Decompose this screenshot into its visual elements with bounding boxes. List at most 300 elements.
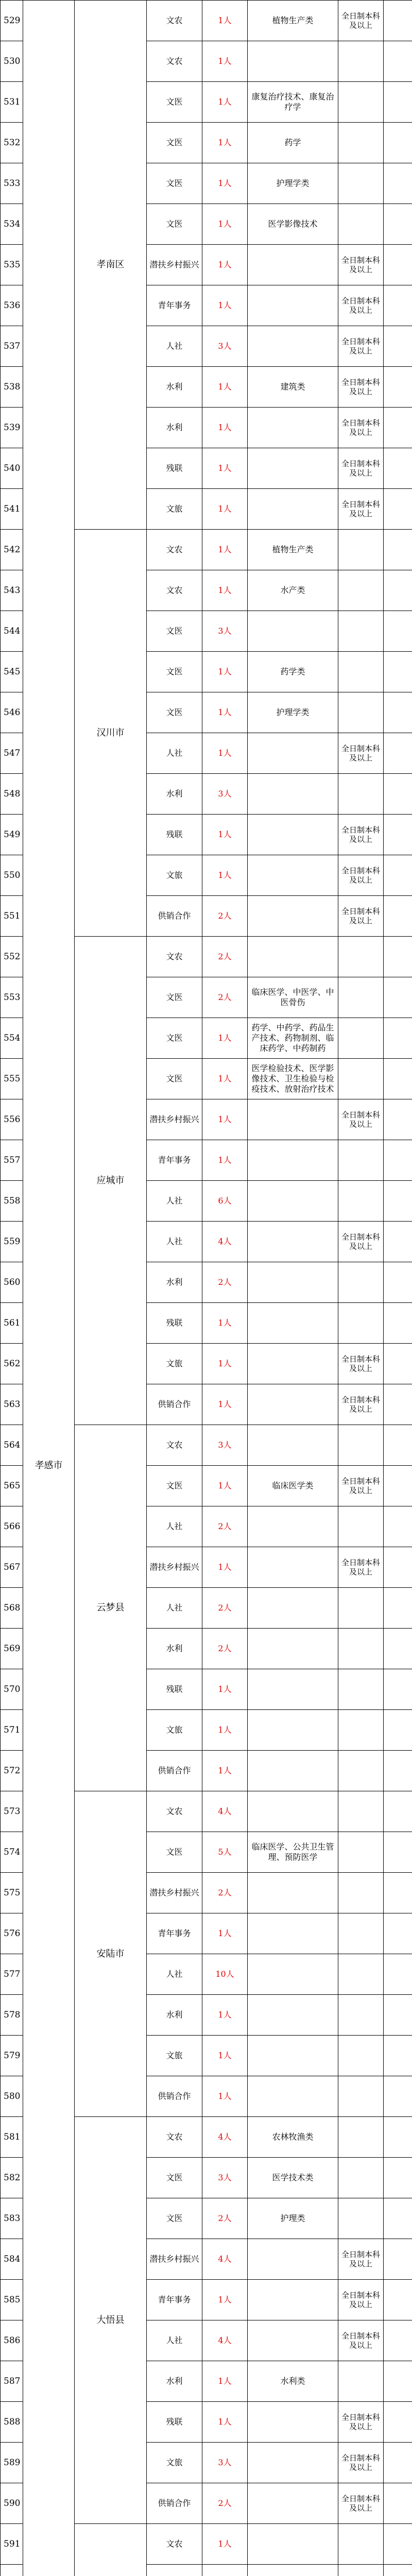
note-cell [384,2117,412,2158]
row-number: 548 [1,774,23,815]
headcount-cell: 3人 [202,2443,248,2483]
row-number: 531 [1,82,23,123]
department-cell: 文农 [147,937,202,977]
note-cell [384,2402,412,2443]
row-number: 536 [1,285,23,326]
note-cell [384,530,412,570]
headcount-cell: 2人 [202,1873,248,1913]
row-number: 567 [1,1547,23,1588]
education-cell [338,1669,384,1710]
row-number: 586 [1,2320,23,2361]
headcount-cell: 1人 [202,367,248,408]
department-cell: 供销合作 [147,896,202,937]
major-cell [248,2443,338,2483]
education-cell: 全日制本科及以上 [338,448,384,489]
department-cell [147,2565,202,2576]
education-cell: 全日制本科及以上 [338,367,384,408]
county-cell: 应城市 [75,937,147,1425]
note-cell [384,977,412,1018]
department-cell: 人社 [147,1181,202,1222]
department-cell: 青年事务 [147,1913,202,1954]
note-cell [384,815,412,855]
headcount-cell: 1人 [202,2361,248,2402]
department-cell: 文医 [147,163,202,204]
table-body [1,1,412,2576]
note-cell [384,1954,412,1995]
department-cell: 青年事务 [147,285,202,326]
note-cell [384,2320,412,2361]
county-cell: 大悟县 [75,2117,147,2524]
headcount-cell: 1人 [202,1710,248,1751]
row-number: 550 [1,855,23,896]
note-cell [384,2198,412,2239]
major-cell [248,1344,338,1384]
major-cell [248,1262,338,1303]
major-cell [248,896,338,937]
education-cell [338,1425,384,1466]
headcount-cell: 3人 [202,2158,248,2198]
major-cell [248,1384,338,1425]
note-cell [384,1791,412,1832]
headcount-cell: 1人 [202,1140,248,1181]
department-cell: 文农 [147,530,202,570]
headcount-cell: 1人 [202,1018,248,1059]
department-cell: 人社 [147,2320,202,2361]
education-cell [338,2198,384,2239]
row-number: 584 [1,2239,23,2280]
note-cell [384,896,412,937]
note-cell [384,2524,412,2565]
row-number: 568 [1,1588,23,1629]
major-cell: 临床医学、公共卫生管理、预防医学 [248,1832,338,1873]
note-cell [384,1629,412,1669]
major-cell [248,733,338,774]
headcount-cell: 4人 [202,1222,248,1262]
headcount-cell: 3人 [202,1425,248,1466]
county-cell: 孝南区 [75,1,147,530]
education-cell: 全日制本科及以上 [338,2320,384,2361]
headcount-cell: 4人 [202,2117,248,2158]
row-number: 551 [1,896,23,937]
row-number: 590 [1,2483,23,2524]
note-cell [384,448,412,489]
major-cell [248,1506,338,1547]
row-number: 544 [1,611,23,652]
note-cell [384,1262,412,1303]
row-number: 562 [1,1344,23,1384]
major-cell [248,1303,338,1344]
row-number: 576 [1,1913,23,1954]
headcount-cell: 1人 [202,530,248,570]
county-cell [75,2524,147,2576]
note-cell [384,408,412,448]
education-cell [338,530,384,570]
note-cell [384,652,412,692]
row-number: 569 [1,1629,23,1669]
row-number: 561 [1,1303,23,1344]
row-number: 582 [1,2158,23,2198]
row-number: 545 [1,652,23,692]
major-cell: 药学、中药学、药品生产技术、药物制剂、临床药学、中药制药 [248,1018,338,1059]
education-cell [338,652,384,692]
note-cell [384,937,412,977]
department-cell: 供销合作 [147,2483,202,2524]
department-cell: 人社 [147,1222,202,1262]
county-cell: 汉川市 [75,530,147,937]
department-cell: 文农 [147,1,202,41]
department-cell: 水利 [147,367,202,408]
education-cell [338,163,384,204]
education-cell: 全日制本科及以上 [338,1,384,41]
headcount-cell: 1人 [202,1344,248,1384]
note-cell [384,2239,412,2280]
row-number: 552 [1,937,23,977]
education-cell [338,1588,384,1629]
note-cell [384,2280,412,2320]
note-cell [384,1,412,41]
education-cell: 全日制本科及以上 [338,2280,384,2320]
major-cell: 水利类 [248,2361,338,2402]
note-cell [384,692,412,733]
education-cell [338,204,384,245]
row-number: 557 [1,1140,23,1181]
row-number: 570 [1,1669,23,1710]
headcount-cell: 1人 [202,408,248,448]
headcount-cell [202,2565,248,2576]
headcount-cell: 1人 [202,123,248,163]
major-cell [248,2076,338,2117]
note-cell [384,1832,412,1873]
major-cell: 植物生产类 [248,1,338,41]
headcount-cell: 1人 [202,652,248,692]
education-cell [338,1791,384,1832]
headcount-cell: 1人 [202,2402,248,2443]
education-cell [338,1262,384,1303]
education-cell: 全日制本科及以上 [338,2239,384,2280]
education-cell [338,1873,384,1913]
education-cell [338,1995,384,2036]
note-cell [384,204,412,245]
major-cell [248,1710,338,1751]
major-cell [248,1791,338,1832]
department-cell: 文医 [147,692,202,733]
department-cell: 潜扶乡村振兴 [147,1547,202,1588]
education-cell [338,1832,384,1873]
major-cell: 农林牧渔类 [248,2117,338,2158]
row-number: 580 [1,2076,23,2117]
department-cell: 文农 [147,2117,202,2158]
row-number: 554 [1,1018,23,1059]
headcount-cell: 1人 [202,163,248,204]
department-cell: 文农 [147,1425,202,1466]
major-cell [248,611,338,652]
department-cell: 文农 [147,570,202,611]
row-number: 559 [1,1222,23,1262]
note-cell [384,82,412,123]
headcount-cell: 3人 [202,774,248,815]
major-cell: 药学类 [248,652,338,692]
headcount-cell: 1人 [202,1384,248,1425]
major-cell [248,1222,338,1262]
education-cell: 全日制本科及以上 [338,1344,384,1384]
row-number: 587 [1,2361,23,2402]
department-cell: 水利 [147,2361,202,2402]
table-row [1,1,412,41]
row-number: 535 [1,245,23,285]
headcount-cell: 3人 [202,326,248,367]
education-cell [338,82,384,123]
department-cell: 残联 [147,2402,202,2443]
headcount-cell: 4人 [202,2239,248,2280]
department-cell: 残联 [147,1669,202,1710]
row-number: 556 [1,1099,23,1140]
department-cell: 人社 [147,326,202,367]
headcount-cell: 1人 [202,2036,248,2076]
major-cell [248,1873,338,1913]
education-cell [338,570,384,611]
department-cell: 文农 [147,2524,202,2565]
headcount-cell: 1人 [202,1303,248,1344]
education-cell: 全日制本科及以上 [338,1099,384,1140]
department-cell: 人社 [147,733,202,774]
major-cell: 药学 [248,123,338,163]
education-cell: 全日制本科及以上 [338,2443,384,2483]
major-cell [248,2402,338,2443]
headcount-cell: 2人 [202,896,248,937]
note-cell [384,1140,412,1181]
note-cell [384,489,412,530]
education-cell: 全日制本科及以上 [338,326,384,367]
education-cell [338,2524,384,2565]
education-cell [338,1710,384,1751]
note-cell [384,2483,412,2524]
major-cell [248,2239,338,2280]
headcount-cell: 1人 [202,2524,248,2565]
row-number: 566 [1,1506,23,1547]
education-cell [338,2361,384,2402]
note-cell [384,1506,412,1547]
note-cell [384,855,412,896]
row-number: 538 [1,367,23,408]
row-number: 588 [1,2402,23,2443]
education-cell: 全日制本科及以上 [338,2483,384,2524]
note-cell [384,733,412,774]
department-cell: 文农 [147,1791,202,1832]
education-cell: 全日制本科及以上 [338,285,384,326]
department-cell: 水利 [147,1629,202,1669]
note-cell [384,1099,412,1140]
headcount-cell: 1人 [202,733,248,774]
row-number: 581 [1,2117,23,2158]
city-cell: 孝感市 [23,1,75,2576]
department-cell: 文医 [147,1059,202,1099]
note-cell [384,570,412,611]
headcount-cell: 1人 [202,204,248,245]
major-cell: 护理类 [248,2198,338,2239]
department-cell: 文医 [147,204,202,245]
headcount-cell: 1人 [202,1995,248,2036]
headcount-cell: 1人 [202,41,248,82]
row-number: 534 [1,204,23,245]
major-cell [248,2483,338,2524]
education-cell [338,1303,384,1344]
row-number: 560 [1,1262,23,1303]
note-cell [384,2036,412,2076]
department-cell: 文旅 [147,2443,202,2483]
major-cell [248,774,338,815]
headcount-cell: 1人 [202,285,248,326]
major-cell: 医学技术类 [248,2158,338,2198]
row-number: 543 [1,570,23,611]
education-cell [338,2158,384,2198]
major-cell [248,1629,338,1669]
headcount-cell: 1人 [202,82,248,123]
row-number: 530 [1,41,23,82]
department-cell: 供销合作 [147,1384,202,1425]
department-cell: 青年事务 [147,1140,202,1181]
row-number: 540 [1,448,23,489]
education-cell [338,2076,384,2117]
row-number: 549 [1,815,23,855]
headcount-cell: 1人 [202,855,248,896]
department-cell: 文旅 [147,855,202,896]
headcount-cell: 1人 [202,448,248,489]
major-cell [248,2320,338,2361]
row-number: 577 [1,1954,23,1995]
headcount-cell: 2人 [202,2483,248,2524]
education-cell [338,692,384,733]
major-cell: 医学检验技术、医学影像技术、卫生检验与检疫技术、放射治疗技术 [248,1059,338,1099]
headcount-cell: 1人 [202,1466,248,1506]
education-cell [338,1954,384,1995]
note-cell [384,285,412,326]
education-cell: 全日制本科及以上 [338,2402,384,2443]
education-cell [338,1629,384,1669]
headcount-cell: 2人 [202,1629,248,1669]
major-cell [248,489,338,530]
department-cell: 文医 [147,2198,202,2239]
note-cell [384,367,412,408]
headcount-cell: 2人 [202,1506,248,1547]
row-number: 537 [1,326,23,367]
major-cell [248,1751,338,1791]
headcount-cell: 1人 [202,489,248,530]
row-number: 589 [1,2443,23,2483]
department-cell: 潜扶乡村振兴 [147,2239,202,2280]
department-cell: 文旅 [147,1344,202,1384]
headcount-cell: 10人 [202,1954,248,1995]
note-cell [384,774,412,815]
row-number: 579 [1,2036,23,2076]
education-cell [338,1506,384,1547]
note-cell [384,1710,412,1751]
education-cell: 全日制本科及以上 [338,489,384,530]
major-cell [248,245,338,285]
headcount-cell: 2人 [202,2198,248,2239]
education-cell [338,1751,384,1791]
education-cell [338,2565,384,2576]
education-cell [338,1140,384,1181]
department-cell: 残联 [147,448,202,489]
department-cell: 水利 [147,1262,202,1303]
note-cell [384,245,412,285]
row-number: 555 [1,1059,23,1099]
education-cell [338,41,384,82]
education-cell [338,2117,384,2158]
note-cell [384,1059,412,1099]
education-cell: 全日制本科及以上 [338,1466,384,1506]
note-cell [384,1588,412,1629]
education-cell [338,611,384,652]
major-cell [248,1425,338,1466]
headcount-cell: 1人 [202,570,248,611]
department-cell: 供销合作 [147,1751,202,1791]
major-cell [248,1954,338,1995]
note-cell [384,1425,412,1466]
headcount-cell: 1人 [202,692,248,733]
note-cell [384,1913,412,1954]
row-number: 575 [1,1873,23,1913]
major-cell: 康复治疗技术、康复治疗学 [248,82,338,123]
major-cell [248,448,338,489]
note-cell [384,2076,412,2117]
note-cell [384,1547,412,1588]
department-cell: 残联 [147,1303,202,1344]
department-cell: 文医 [147,1832,202,1873]
row-number: 563 [1,1384,23,1425]
row-number: 553 [1,977,23,1018]
education-cell [338,774,384,815]
note-cell [384,1466,412,1506]
note-cell [384,41,412,82]
department-cell: 文医 [147,82,202,123]
department-cell: 人社 [147,1954,202,1995]
note-cell [384,1018,412,1059]
major-cell [248,1099,338,1140]
headcount-cell: 4人 [202,2320,248,2361]
note-cell [384,1222,412,1262]
major-cell: 护理学类 [248,163,338,204]
row-number: 564 [1,1425,23,1466]
education-cell [338,937,384,977]
row-number: 558 [1,1181,23,1222]
department-cell: 文医 [147,1018,202,1059]
row-number: 541 [1,489,23,530]
education-cell [338,1059,384,1099]
education-cell [338,977,384,1018]
major-cell: 植物生产类 [248,530,338,570]
major-cell [248,855,338,896]
headcount-cell: 1人 [202,1751,248,1791]
major-cell [248,1995,338,2036]
headcount-cell: 6人 [202,1181,248,1222]
major-cell: 水产类 [248,570,338,611]
headcount-cell: 2人 [202,1588,248,1629]
major-cell [248,408,338,448]
row-number: 539 [1,408,23,448]
department-cell: 文医 [147,977,202,1018]
headcount-cell: 1人 [202,2076,248,2117]
headcount-cell: 1人 [202,1,248,41]
major-cell [248,2524,338,2565]
education-cell: 全日制本科及以上 [338,408,384,448]
row-number: 542 [1,530,23,570]
row-number: 573 [1,1791,23,1832]
headcount-cell: 1人 [202,1547,248,1588]
note-cell [384,2158,412,2198]
major-cell [248,1547,338,1588]
education-cell: 全日制本科及以上 [338,855,384,896]
